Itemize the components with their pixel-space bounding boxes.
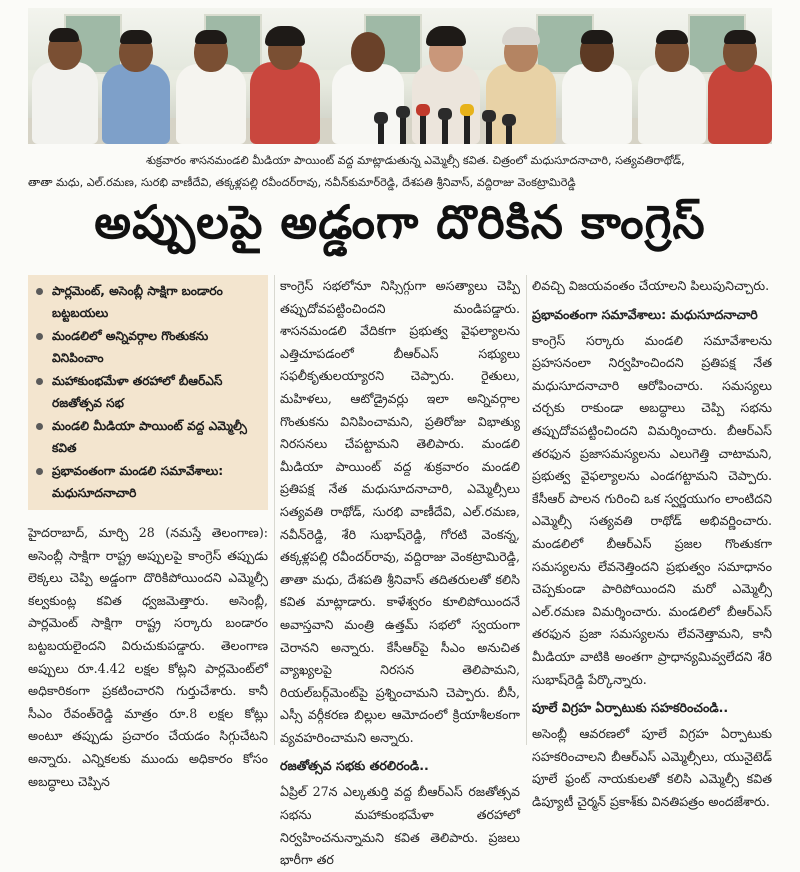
article-column-3 <box>532 275 772 813</box>
highlights-box <box>28 275 268 510</box>
highlight-item: పార్లమెంట్, అసెంబ్లీ సాక్షిగా బండారం బట్టబయలు <box>36 281 262 324</box>
bullet-icon <box>36 468 43 475</box>
article-column-1 <box>28 275 268 793</box>
section-subhead: రజతోత్సవ సభకు తరలిరండి.. <box>280 758 429 774</box>
article-paragraph: కాంగ్రెస్ సర్కారు మండలి సమావేశాలను ప్రహసనంలా నిర్వహించిందని ప్రతిపక్ష నేత మధుసూదనాచారి ఆరోపించారు. సమస్యలు చర్చకు రాకుండా అబద్ధాలు చెప్పి సభను తప్పుదోవపట్టించిందని విమర్శించారు. బీఆర్‌ఎస్ తరఫున ప్రజాసమస్యలను ఎలుగెత్తి చాటామని, ప్రభుత్వ వైఫల్యాలను ఎండగట్టామని చెప్పారు. కేసీఆర్ పాలన గురించి ఒక స్వర్ణయుగం లాంటిదని ఎమ్మెల్సీ సత్యవతి రాథోడ్ అభివర్ణించారు. మండలిలో బీఆర్‌ఎస్ ప్రజల గొంతుకగా సమస్యలను లేవనెత్తిందని ప్రభుత్వం సమాధానం చెప్పకుండా పారిపోయిందని మరో ఎమ్మెల్సీ ఎల్.రమణ విమర్శించారు. మండలిలో బీఆర్‌ఎస్ తరఫున ప్రజా సమస్యలను లేవనెత్తామని, కానీ మీడియా వాటికి అంతగా ప్రాధాన్యమివ్వలేదని శేరి సుభాష్‌రెడ్డి పేర్కొన్నారు. <box>532 332 772 687</box>
caption-line: శుక్రవారం శాసనమండలి మీడియా పాయింట్ వద్ద మాట్లాడుతున్న ఎమ్మెల్సీ కవిత. చిత్రంలో మధుసూదనాచారి, సత్యవతిరాథోడ్, <box>146 154 685 167</box>
column-divider <box>526 275 527 745</box>
highlight-item: మండలిలో అన్నివర్గాల గొంతుకను వినిపించాం <box>36 326 262 369</box>
highlight-item: మండలి మీడియా పాయింట్ వద్ద ఎమ్మెల్సీ కవిత <box>36 416 262 459</box>
bullet-icon <box>36 333 43 340</box>
section-subhead: పూలే విగ్రహ ఏర్పాటుకు సహకరించండి.. <box>532 700 729 716</box>
article-paragraph: లివచ్చి విజయవంతం చేయాలని పిలుపునిచ్చారు. <box>532 278 770 293</box>
bullet-icon <box>36 288 43 295</box>
bullet-icon <box>36 378 43 385</box>
highlight-item: ప్రభావంతంగా మండలి సమావేశాలు: మధుసూదనాచారి <box>36 461 262 504</box>
column-divider <box>274 275 275 745</box>
article-paragraph: ఏప్రిల్ 27న ఎల్కతుర్తి వద్ద బీఆర్‌ఎస్ రజతోత్సవ సభను మహాకుంభమేళా తరహాలో నిర్వహించనున్నామని కవిత తెలిపారు. ప్రజలు భారీగా తర <box>280 784 520 868</box>
microphone-cluster <box>368 104 518 144</box>
highlight-item: మహాకుంభమేళా తరహాలో బీఆర్‌ఎస్ రజతోత్సవ సభ <box>36 371 262 414</box>
article-paragraph: అసెంబ్లీ ఆవరణలో పూలే విగ్రహ ఏర్పాటుకు సహకరించాలని బీఆర్‌ఎస్ ఎమ్మెల్సీలు, యునైటెడ్ పూలే ఫ్రంట్ నాయకులతో కలిసి ఎమ్మెల్సీ కవిత డిప్యూటీ చైర్మన్ ప్రకాశ్‌కు వినతిపత్రం అందజేశారు. <box>532 726 772 809</box>
headline: అప్పులపై అడ్డంగా దొరికిన కాంగ్రెస్ <box>94 195 706 249</box>
press-conference-photo <box>28 8 772 144</box>
article-column-2 <box>280 275 520 872</box>
section-subhead: ప్రభావంతంగా సమావేశాలు: మధుసూదనాచారి <box>532 306 758 322</box>
caption-line: తాతా మధు, ఎల్.రమణ, సురభి వాణీదేవి, తక్కళ్లపల్లి రవీందర్‌రావు, నవీన్‌కుమార్‌రెడ్డి, దేశపతి శ్రీనివాస్, వద్దిరాజు వెంకట్రామిరెడ్డి <box>28 176 576 189</box>
article-paragraph: కాంగ్రెస్ సభలోనూ నిస్సిగ్గుగా అసత్యాలు చెప్పి తప్పుదోవపట్టించిందని మండిపడ్డారు. శాసనమండలి వేదికగా ప్రభుత్వ వైఫల్యాలను ఎత్తిచూపడంలో బీఆర్‌ఎస్ సభ్యులు సఫలీకృతులయ్యారని చెప్పారు. రైతులు, మహిళలు, ఆటోడ్రైవర్లు ఇలా అన్నివర్గాల గొంతుకను వినిపించామని, ప్రతిరోజు విభాత్యు నిరసనలు చేపట్టామని తెలిపారు. మండలి మీడియా పాయింట్ వద్ద శుక్రవారం మండలి ప్రతిపక్ష నేత మధుసూదనాచారి, ఎమ్మెల్సీలు సత్యవతి రాథోడ్, సురభి వాణీదేవి, ఎల్.రమణ, నవీన్‌రెడ్డి, శేరి సుభాష్‌రెడ్డి, గోరటి వెంకన్న, తక్కళ్లపల్లి రవీందర్‌రావు, వద్దిరాజు వెంకట్రామిరెడ్డి, తాతా మధు, దేశపతి శ్రీనివాస్ తదితరులతో కలిసి కవిత మాట్లాడారు. కాళేశ్వరం కూలిపోయిందనే అవాస్తవాని మంత్రి ఉత్తమ్ సభలో స్వయంగా చెరానని అన్నారు. కేసీఆర్‌పై సీఎం అనుచిత వ్యాఖ్యలపై నిరసన తెలిపామని, రియల్‌బర్గ్‌మెంట్‌పై ప్రశ్నించామని చెప్పారు. బీసీ, ఎస్సీ వర్గీకరణ బిల్లుల ఆమోదంలో క్రియాశీలకంగా వ్యవహరించామని అన్నారు. <box>280 278 520 745</box>
bullet-icon <box>36 423 43 430</box>
article-paragraph: హైదరాబాద్, మార్చి 28 (నమస్తే తెలంగాణ): అసెంబ్లీ సాక్షిగా రాష్ట్ర అప్పులపై కాంగ్రెస్ తప్పుడు లెక్కలు చెప్పి అడ్డంగా దొరికిపోయిందని ఎమ్మెల్సీ కల్వకుంట్ల కవిత ధ్వజమెత్తారు. అసెంబ్లీ, పార్లమెంట్ సాక్షిగా రాష్ట్ర సర్కారు బండారం బట్టబయలైందని విరుచుకుపడ్డారు. తెలంగాణ అప్పులు రూ.4.42 లక్షల కోట్లని పార్లమెంట్‌లో అధికారికంగా ప్రకటించారని గుర్తుచేశారు. కానీ సీఎం రేవంత్‌రెడ్డి మాత్రం రూ.8 లక్షల కోట్లు అంటూ తప్పుడు ప్రచారం చేయడం సిగ్గుచేటని అన్నారు. ఎన్నికలకు ముందు అధికారం కోసం అబద్ధాలు చెప్పిన <box>28 525 268 789</box>
